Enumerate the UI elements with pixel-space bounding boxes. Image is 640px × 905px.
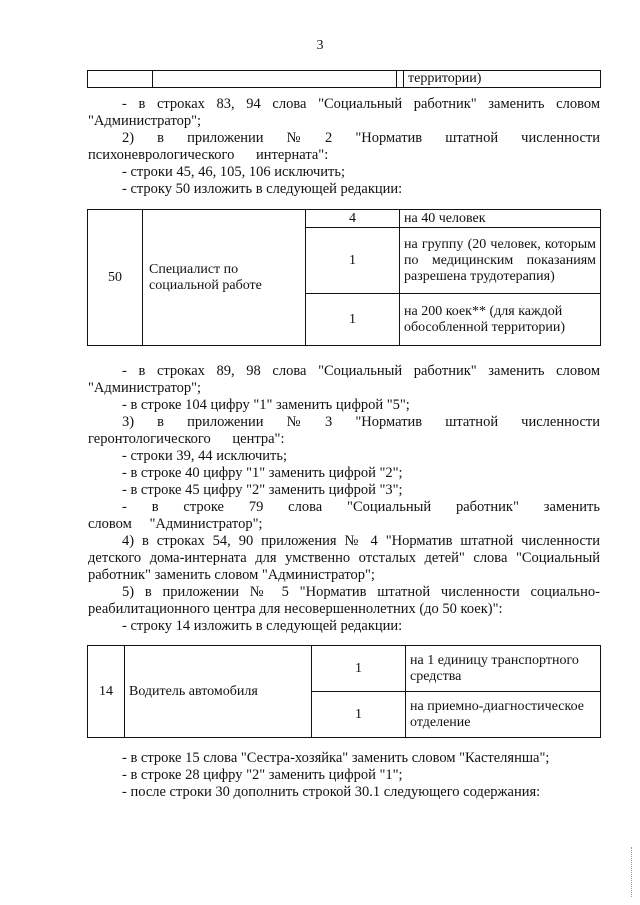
paragraph: - в строке 28 цифру "2" заменить цифрой "1"; [122, 767, 403, 783]
paragraph: - в строке 15 слова "Сестра-хозяйка" заменить словом "Кастелянша"; [122, 750, 550, 766]
paragraph: - в строке 45 цифру "2" заменить цифрой "3"; [122, 482, 403, 498]
position-cell: Специалист по социальной работе [143, 210, 306, 346]
paragraph: - в строках 83, 94 слова "Социальный работник" заменить словом "Администратор"; [88, 96, 600, 129]
row-number-cell: 14 [88, 646, 125, 738]
quantity-cell: 4 [306, 210, 400, 228]
paragraph: - строки 45, 46, 105, 106 исключить; [122, 164, 345, 180]
paragraph: 2) в приложении № 2 "Норматив штатной численности психоневрологического интерната": [88, 130, 600, 163]
quantity-cell: 1 [312, 646, 406, 692]
scan-edge-mark [631, 847, 636, 897]
continuation-cell: территории) [404, 71, 601, 88]
norm-cell: на 200 коек** (для каждой обособленной территории) [400, 294, 601, 346]
empty-cell [88, 71, 153, 88]
norm-cell: на 1 единицу транспортного средства [406, 646, 601, 692]
paragraph: - в строках 89, 98 слова "Социальный работник" заменить словом "Администратор"; [88, 363, 600, 396]
paragraph: - после строки 30 дополнить строкой 30.1 следующего содержания: [122, 784, 541, 800]
paragraph: 3) в приложении № 3 "Норматив штатной численности геронтологического центра": [88, 414, 600, 447]
norm-cell: на 40 человек [400, 210, 601, 228]
norm-cell: на группу (20 человек, которым по медицинским показаниям разрешена трудотерапия) [400, 228, 601, 294]
quantity-cell: 1 [306, 228, 400, 294]
paragraph: - в строке 79 слова "Социальный работник" заменить словом "Администратор"; [88, 499, 600, 532]
paragraph: 5) в приложении № 5 "Норматив штатной численности социально-реабилитационного центра для несовершеннолетних (до 50 коек)": [88, 584, 600, 617]
paragraph: - в строке 104 цифру "1" заменить цифрой "5"; [122, 397, 410, 413]
paragraph: 4) в строках 54, 90 приложения № 4 "Норматив штатной численности детского дома-интерната для умственно отсталых детей" слова "Социальный работник" заменить словом "Администратор"; [88, 533, 600, 583]
empty-cell [153, 71, 397, 88]
norm-cell: на приемно-диагностическое отделение [406, 692, 601, 738]
table-row-14 [87, 645, 601, 738]
row-number-cell: 50 [88, 210, 143, 346]
paragraph: - строки 39, 44 исключить; [122, 448, 287, 464]
paragraph: - строку 50 изложить в следующей редакции: [122, 181, 403, 197]
paragraph: - строку 14 изложить в следующей редакции: [122, 618, 403, 634]
continuation-table [87, 70, 601, 88]
quantity-cell: 1 [312, 692, 406, 738]
table-row-50 [87, 209, 601, 346]
quantity-cell: 1 [306, 294, 400, 346]
paragraph: - в строке 40 цифру "1" заменить цифрой "2"; [122, 465, 403, 481]
page-number: 3 [316, 38, 324, 53]
empty-cell [397, 71, 404, 88]
position-cell: Водитель автомобиля [125, 646, 312, 738]
